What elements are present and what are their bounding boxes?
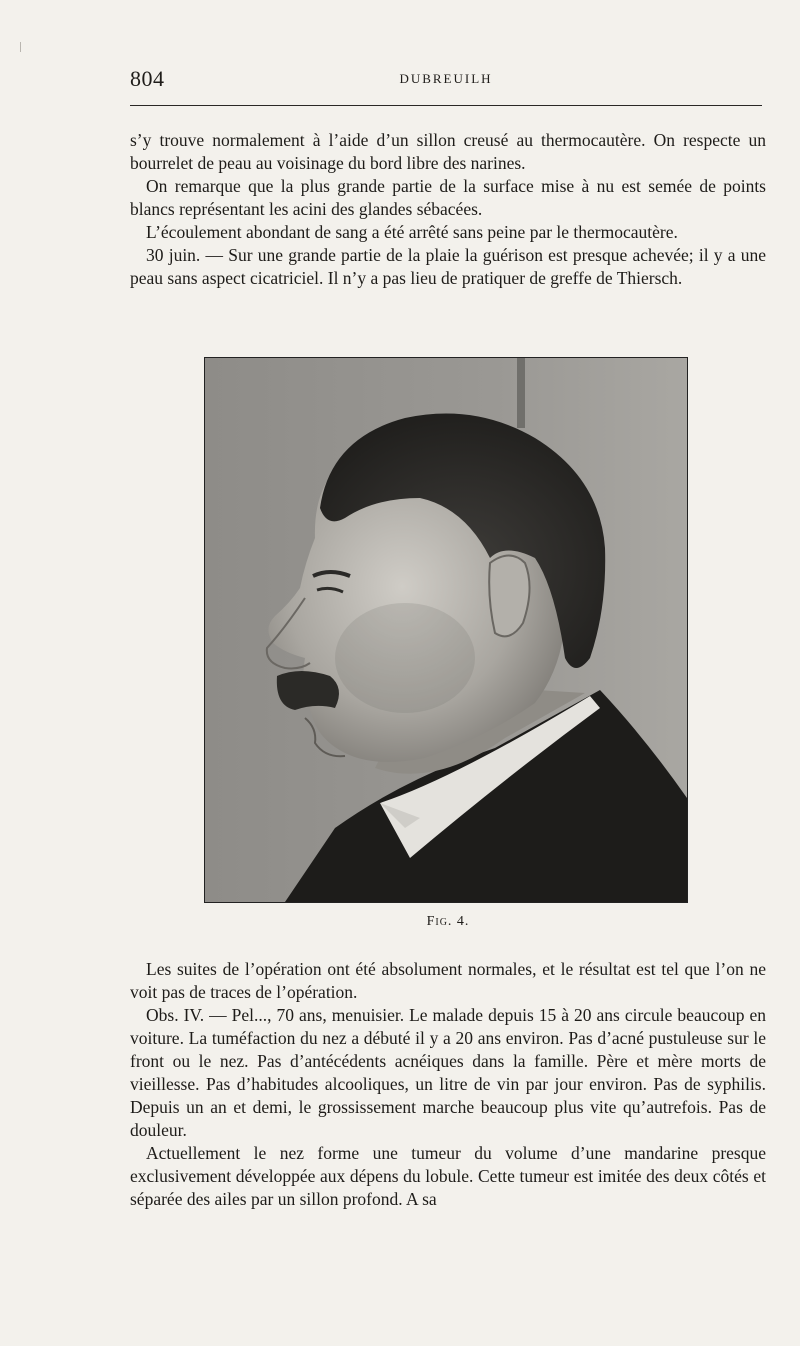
paragraph: 30 juin. — Sur une grande partie de la plaie la guérison est presque achevée; il y a une peau sans aspect cicatriciel. Il n’y a pas lieu de pratiquer de greffe de Thiersch. (130, 245, 766, 288)
paragraph: Actuellement le nez forme une tumeur du volume d’une mandarine presque exclusivement développée aux dépens du lobule. Cette tumeur est imitée des deux côtés et séparée des ailes par un sillon profond. A sa (130, 1143, 766, 1209)
header-rule (130, 105, 762, 106)
margin-mark (20, 42, 21, 52)
portrait-photo (205, 358, 687, 902)
paragraph: Les suites de l’opération ont été absolument normales, et le résultat est tel que l’on ne voit pas de traces de l’opération. (130, 959, 766, 1002)
paragraph: s’y trouve normalement à l’aide d’un sillon creusé au thermocautère. On respecte un bourrelet de peau au voisinage du bord libre des narines. (130, 130, 766, 173)
text-block-top (130, 129, 766, 290)
page-header (130, 66, 762, 96)
figure-photograph (204, 357, 688, 903)
paragraph: L’écoulement abondant de sang a été arrêté sans peine par le thermocautère. (146, 222, 678, 242)
paragraph: Obs. IV. — Pel..., 70 ans, menuisier. Le malade depuis 15 à 20 ans circule beaucoup en voiture. La tuméfaction du nez a débuté il y a 20 ans environ. Pas d’acné pustuleuse sur le front ou le nez. Pas d’antécédents acnéiques dans la famille. Père et mère morts de vieillesse. Pas d’habitudes alcooliques, un litre de vin par jour environ. Pas de syphilis. Depuis un an et demi, le grossissement marche beaucoup plus vite qu’autrefois. Pas de douleur. (130, 1005, 766, 1140)
page-number: 804 (130, 66, 165, 91)
paragraph: On remarque que la plus grande partie de la surface mise à nu est semée de points blancs représentant les acini des glandes sébacées. (130, 176, 766, 219)
figure-caption: Fig. 4. (426, 914, 470, 929)
running-head: DUBREUILH (399, 71, 493, 86)
text-block-bottom (130, 958, 766, 1211)
